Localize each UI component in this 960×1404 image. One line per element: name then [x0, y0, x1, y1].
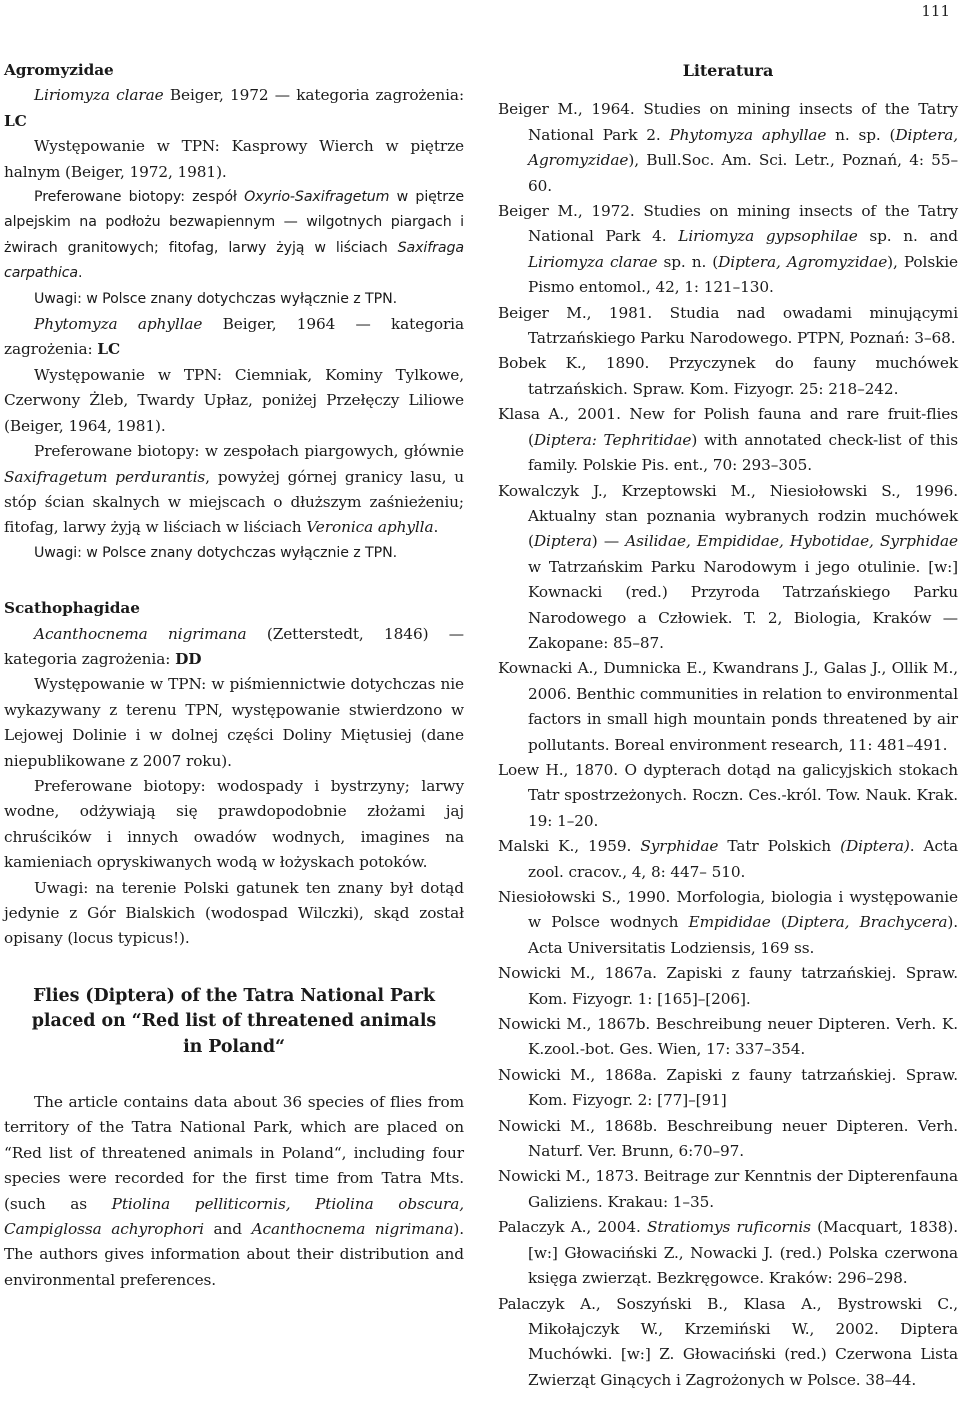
biotope-text-part: Preferowane biotopy: zespół: [34, 189, 245, 206]
ref-text: (: [770, 913, 787, 932]
ref-text: w Tatrzańskim Parku Narodowym i jego otulinie. [w:] Kownacki (red.) Przyroda Tatrzańskiego Parku Narodowego a Człowiek. T. 2, Biologia, Kraków — Zakopane: 85–87.: [528, 557, 958, 652]
ref-text: sp. n. and: [857, 227, 958, 246]
ref-text: Palaczyk A., 2004.: [498, 1218, 647, 1237]
ref-text: ). Acta Universitatis Lodziensis, 169 ss.: [528, 913, 959, 957]
occurrence-text: Występowanie w TPN: Ciemniak, Kominy Tylkowe, Czerwony Żleb, Twardy Upłaz, poniżej Przełęczy Liliowe (Beiger, 1964, 1981).: [4, 365, 464, 435]
biotope-text-part: w piętrze alpejskim na podłożu bezwapiennym — wilgotnych piargach i żwirach granitowych; fitofag, larwy żyją w liściach: [4, 189, 464, 256]
reference-item: Nowicki M., 1867b. Beschreibung neuer Dipteren. Verh. K. K.zool.-bot. Ges. Wien, 17: 337–354.: [498, 1015, 958, 1059]
reference-item: Nowicki M., 1873. Beitrage zur Kenntnis der Dipterenfauna Galiziens. Krakau: 1–35.: [498, 1167, 958, 1211]
reference-item: Loew H., 1870. O dypterach dotąd na galicyjskich stokach Tatr spostrzeżonych. Roczn. Ces.-król. Tow. Nauk. Krak. 19: 1–20.: [498, 760, 958, 830]
reference-item: Beiger M., 1981. Studia nad owadami minującymi Tatrzańskiego Parku Narodowego. PTPN, Poznań: 3–68.: [498, 303, 958, 348]
ref-italic: Asilidae, Empididae, Hybotidae, Syrphidae: [625, 532, 958, 551]
biotope-text-part: , powyżej górnej granicy lasu, u stóp ścian skalnych w miejscach o dłuższym zaśnieżeniu; fitofag, larwy żyją w liściach w liściach: [4, 467, 465, 537]
biotope-association: Oxyrio-Saxifragetum: [244, 189, 390, 206]
ref-text: Tatr Polskich: [718, 837, 841, 856]
english-abstract: [4, 1090, 464, 1293]
ref-italic: Stratiomys ruficornis: [646, 1218, 811, 1237]
abstract-species: Ptiolina pelliticornis, Ptiolina obscura, Campiglossa achyrophori: [4, 1194, 464, 1239]
ref-text: Kowalczyk J., Krzeptowski M., Niesiołowski S., 1996. Aktualny stan poznania wybranych rodzin muchówek (: [498, 481, 958, 551]
ref-text: Niesiołowski S., 1990. Morfologia, biologia i występowanie w Polsce wodnych: [498, 888, 958, 932]
reference-item: Bobek K., 1890. Przyczynek do fauny muchówek tatrzańskich. Spraw. Kom. Fizyogr. 25: 218–242.: [498, 354, 958, 398]
abstract-text: ). The authors gives information about their distribution and environmental preferences.: [4, 1220, 464, 1289]
species-name: Phytomyza aphyllae: [34, 315, 203, 334]
species-entry-acanthocnema-nigrimana: [4, 622, 464, 673]
biotope-text: Preferowane biotopy: w zespołach piargowych, głównie Saxifragetum perdurantis, powyżej górnej granicy lasu, u stóp ścian skalnych w miejscach o dłuższym zaśnieżeniu; fitofag, larwy żyją w liściach w liściach Veronica aphylla.: [4, 442, 465, 537]
species-name: Acanthocnema nigrimana: [34, 624, 247, 643]
species-author: Beiger, 1964 — kategoria zagrożenia:: [4, 315, 464, 359]
ref-text: sp. n. (: [657, 252, 719, 271]
reference-item: Nowicki M., 1868b. Beschreibung neuer Dipteren. Verh. Naturf. Ver. Brunn, 6:70–97.: [498, 1116, 958, 1161]
ref-text: (Macquart, 1838). [w:] Głowaciński Z., Nowacki J. (red.) Polska czerwona księga zwierząt. Bezkręgowce. Kraków: 296–298.: [528, 1218, 958, 1288]
reference-item: [498, 97, 958, 199]
reference-item: [498, 402, 958, 478]
host-plant: Veronica aphylla: [306, 518, 434, 537]
family-heading-agromyzidae: Agromyzidae: [4, 61, 114, 79]
ref-text: ) with annotated check-list of this family. Polskie Pis. ent., 70: 293–305.: [528, 430, 958, 475]
reference-item: Nowicki M., 1868a. Zapiski z fauny tatrzańskiej. Spraw. Kom. Fizyogr. 2: [77]–[91]: [498, 1065, 958, 1110]
left-column: [4, 58, 464, 1293]
remark-text: Uwagi: w Polsce znany dotychczas wyłącznie z TPN.: [34, 290, 397, 307]
ref-italic: Diptera, Agromyzidae: [528, 125, 958, 170]
ref-italic: Diptera, Agromyzidae: [718, 252, 888, 271]
english-title: [4, 984, 464, 1060]
species-name: Liriomyza clarae: [34, 86, 164, 105]
occurrence-text: Występowanie w TPN: w piśmiennictwie dotychczas nie wykazywany z terenu TPN, występowanie stwierdzono w Lejowej Dolinie i w dolnej części Doliny Miętusiej (dane niepublikowane z 2007 roku).: [4, 675, 464, 770]
reference-item: [498, 479, 958, 657]
english-title-line: Flies (Diptera) of the Tatra National Park: [33, 985, 435, 1006]
occurrence-text: Występowanie w TPN: Kasprowy Wierch w piętrze halnym (Beiger, 1972, 1981).: [4, 137, 464, 181]
reference-item: [498, 834, 958, 885]
biotope-text-part: Preferowane biotopy: w zespołach piargowych, głównie: [34, 442, 464, 461]
ref-text: ), Polskie Pismo entomol., 42, 1: 121–130.: [528, 252, 958, 297]
ref-italic: Diptera: Tephritidae: [533, 430, 692, 449]
ref-italic: Liriomyza gypsophilae: [678, 227, 858, 246]
species-author: (Zetterstedt, 1846) — kategoria zagrożenia:: [4, 624, 464, 668]
ref-italic: Diptera, Brachycera: [786, 913, 948, 932]
ref-text: n. sp. (: [826, 125, 896, 144]
ref-italic: Diptera: [533, 532, 592, 551]
reference-item: Nowicki M., 1867a. Zapiski z fauny tatrzańskiej. Spraw. Kom. Fizyogr. 1: [165]–[206].: [498, 964, 958, 1008]
reference-item: Palaczyk A., Soszyński B., Klasa A., Bystrowski C., Mikołajczyk W., Krzemiński W., 2002. Diptera Muchówki. [w:] Z. Głowaciński (red.) Czerwona Lista Zwierząt Ginących i Zagrożonych w Polsce. 38–44.: [498, 1294, 958, 1389]
threat-category: LC: [4, 111, 27, 130]
page-number: 111: [921, 2, 950, 20]
ref-italic: Liriomyza clarae: [528, 252, 658, 271]
right-column: [498, 58, 958, 1393]
english-title-line: in Poland“: [183, 1036, 285, 1057]
reference-item: [498, 199, 958, 301]
ref-text: ) —: [591, 532, 626, 551]
threat-category: LC: [97, 340, 121, 359]
biotope-text: Preferowane biotopy: wodospady i bystrzyny; larwy wodne, odżywiają się prawdopodobnie złożami jaj chruścików i innych owadów wodnych, imagines na kamieniach opryskiwanych wodą w łożyskach potoków.: [4, 776, 464, 872]
reference-item: Kownacki A., Dumnicka E., Kwandrans J., Galas J., Ollik M., 2006. Benthic communities in relation to environmental factors in small high mountain ponds threatened by air pollutants. Boreal environment research, 11: 481–491.: [498, 659, 958, 754]
reference-item: [498, 885, 958, 961]
family-heading-scathophagidae: Scathophagidae: [4, 599, 140, 618]
abstract-text: The article contains data about 36 species of flies from territory of the Tatra National Park, which are placed on “Red list of threatened animals in Poland“, including four species were recorded for the first time from Tatra Mts. (such as: [4, 1093, 464, 1213]
ref-text: ), Bull.Soc. Am. Sci. Letr., Poznań, 4: 55–60.: [528, 151, 958, 195]
ref-text: Malski K., 1959.: [498, 837, 641, 856]
ref-italic: Syrphidae: [640, 837, 719, 856]
abstract-text: and: [203, 1220, 252, 1239]
english-title-line: placed on “Red list of threatened animals: [31, 1011, 437, 1032]
remark-text: Uwagi: w Polsce znany dotychczas wyłącznie z TPN.: [34, 544, 397, 561]
ref-italic: Phytomyza aphyllae: [669, 125, 827, 144]
literature-heading: Literatura: [682, 61, 774, 80]
reference-item: [498, 1215, 958, 1291]
ref-text: Beiger M., 1964. Studies on mining insects of the Tatry National Park 2.: [498, 100, 958, 144]
biotope-text: Preferowane biotopy: zespół Oxyrio-Saxifragetum w piętrze alpejskim na podłożu bezwapiennym — wilgotnych piargach i żwirach granitowych; fitofag, larwy żyją w liściach Saxifraga carpathica.: [4, 189, 464, 282]
host-plant: Saxifraga carpathica: [4, 239, 464, 282]
remark-text: Uwagi: na terenie Polski gatunek ten znany był dotąd jedynie z Gór Bialskich (wodospad Wilczki), skąd został opisany (locus typicus!).: [4, 878, 464, 948]
abstract-species: Acanthocnema nigrimana: [251, 1220, 454, 1239]
ref-text: Klasa A., 2001. New for Polish fauna and rare fruit-flies (: [498, 405, 958, 449]
threat-category: DD: [175, 649, 202, 668]
ref-italic: (Diptera): [840, 837, 910, 856]
ref-text: . Acta zool. cracov., 4, 8: 447– 510.: [528, 837, 958, 881]
species-entry-liriomyza-clarae: [4, 83, 464, 134]
ref-text: Beiger M., 1972. Studies on mining insects of the Tatry National Park 4.: [498, 202, 958, 246]
species-entry-phytomyza-aphyllae: [4, 312, 464, 363]
biotope-association: Saxifragetum perdurantis: [4, 467, 206, 486]
ref-italic: Empididae: [688, 913, 771, 932]
species-author: Beiger, 1972 — kategoria zagrożenia:: [163, 86, 465, 105]
